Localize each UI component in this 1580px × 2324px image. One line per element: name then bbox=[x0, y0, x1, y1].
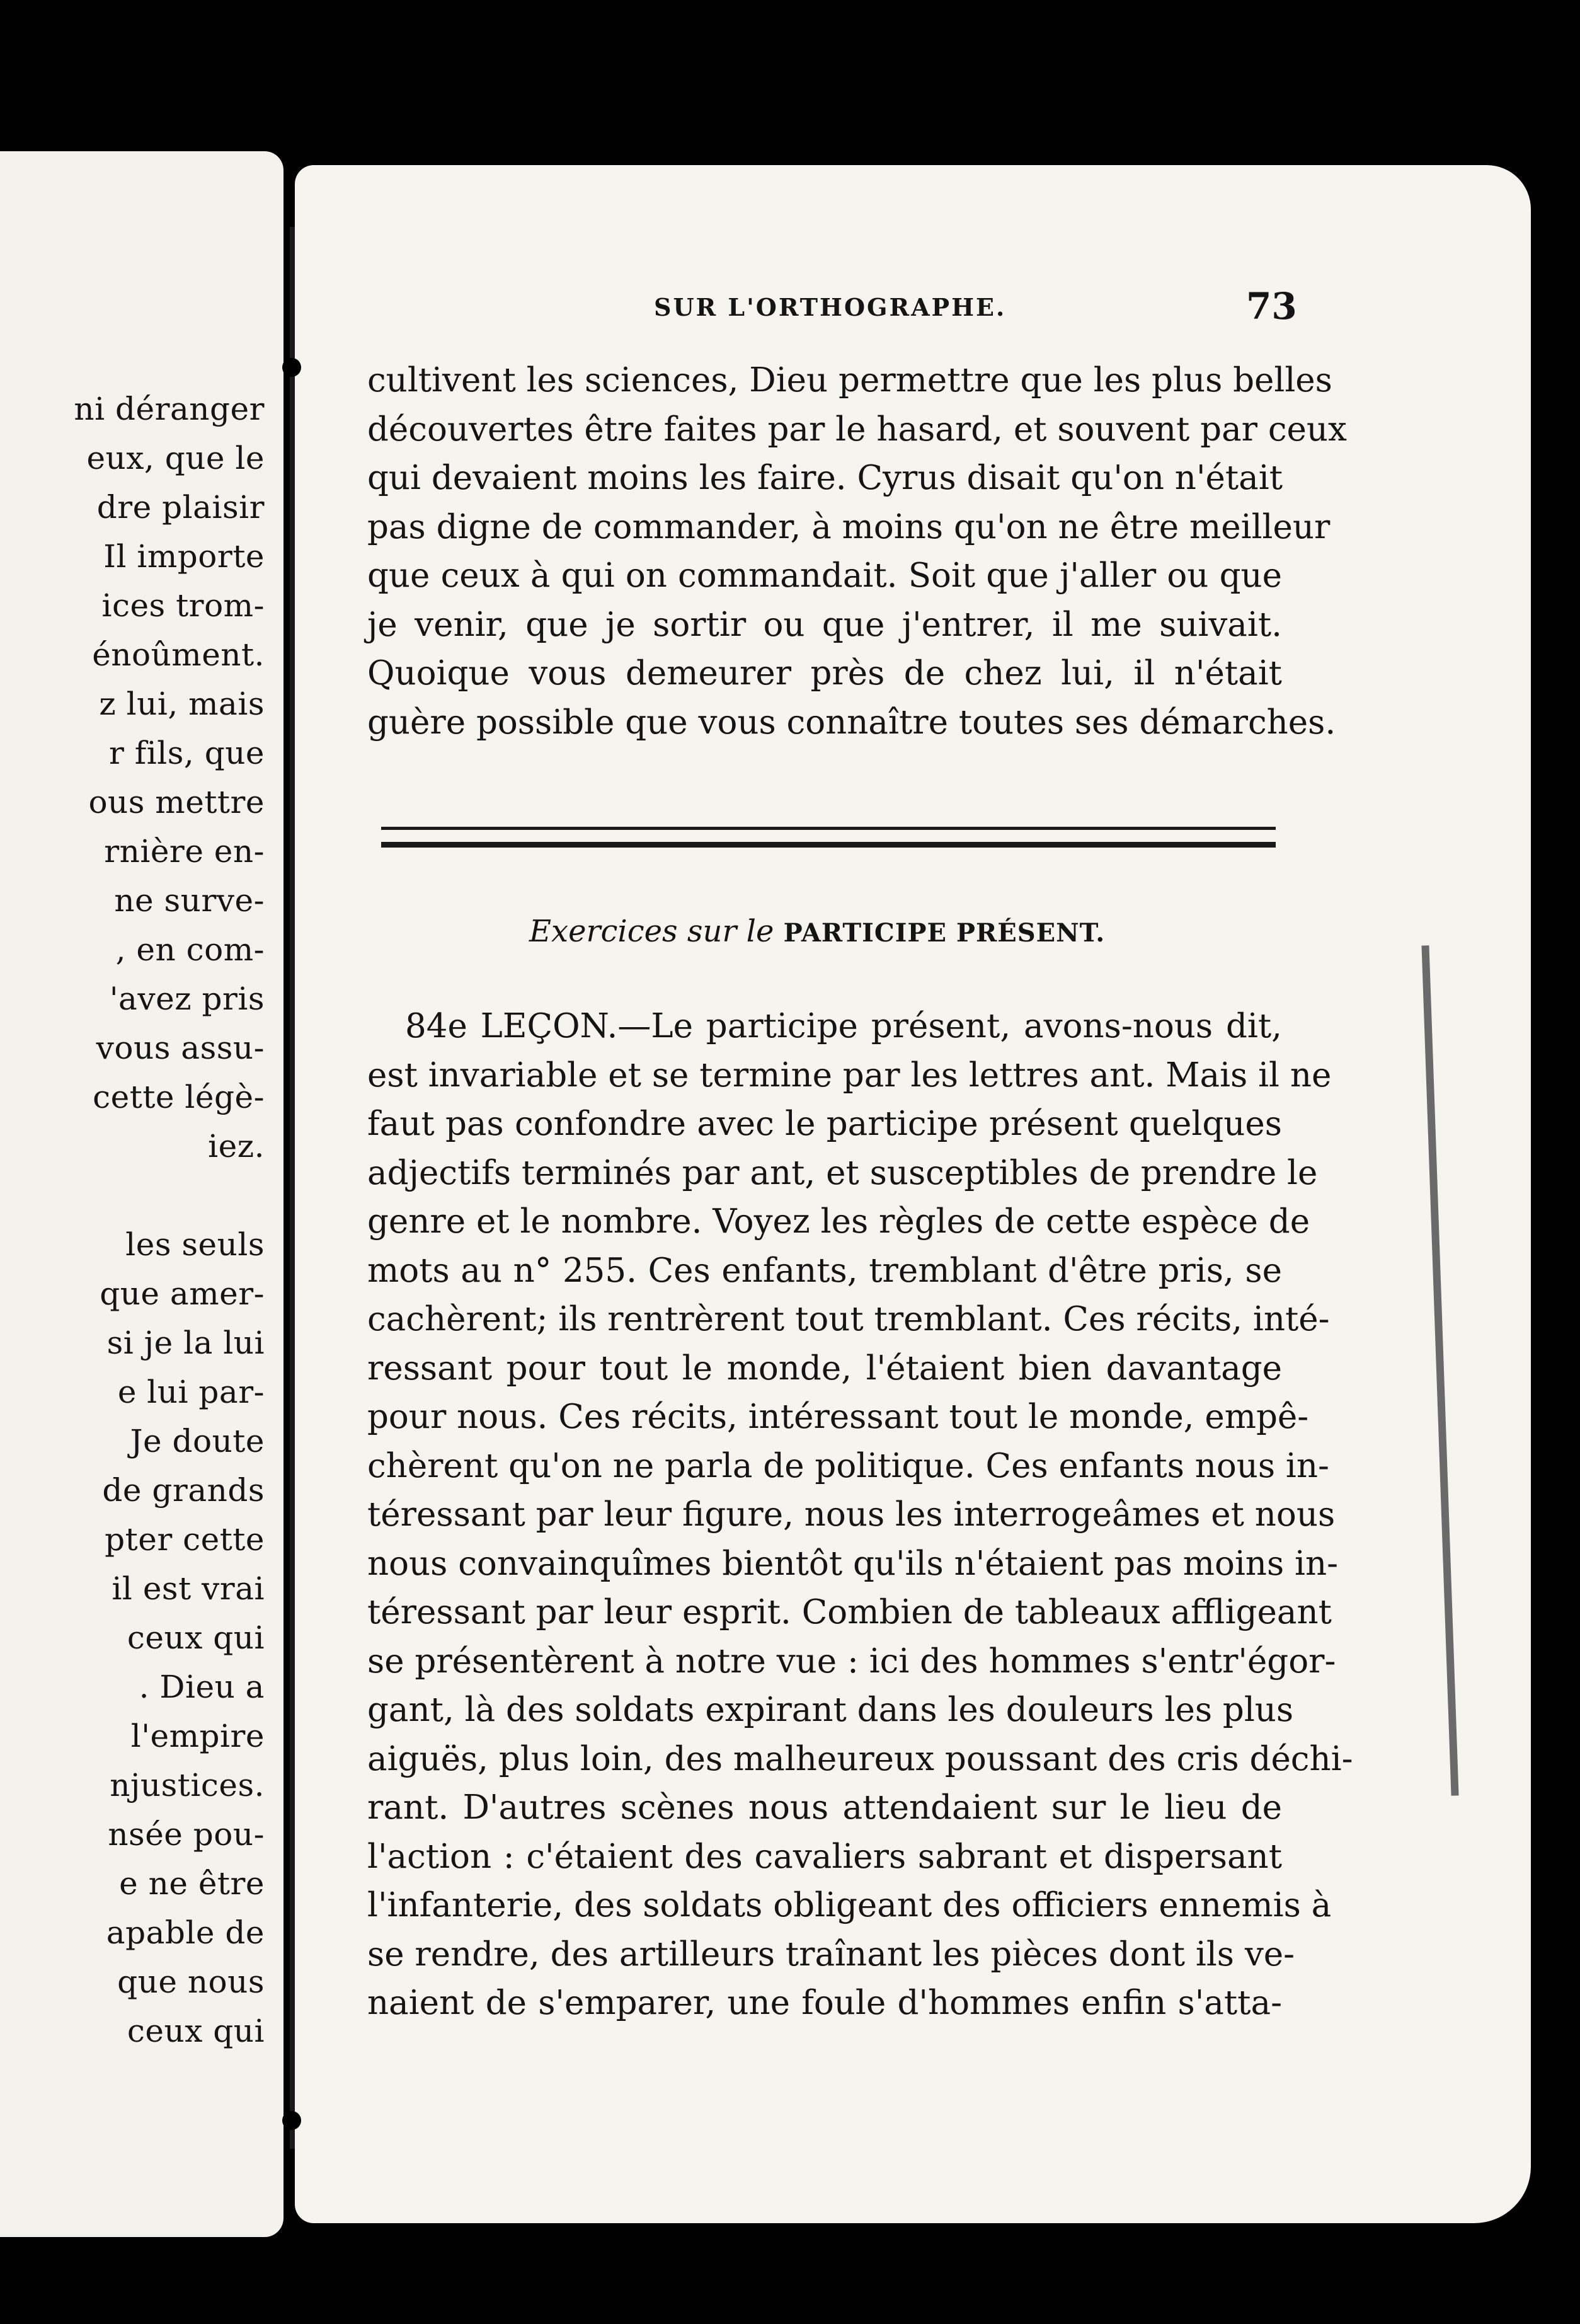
text-line: adjectifs terminés par ant, et susceptibles de prendre le bbox=[367, 1153, 1318, 1192]
left-line: rnière en- bbox=[104, 833, 265, 870]
text-line: découvertes être faites par le hasard, et souvent par ceux bbox=[367, 410, 1347, 449]
binding-spine bbox=[290, 227, 295, 2149]
left-line: . Dieu a bbox=[139, 1669, 265, 1705]
text-line: 84e LEÇON.—Le participe présent, avons-nous dit, bbox=[405, 1007, 1282, 1045]
left-line: njustices. bbox=[110, 1767, 265, 1803]
text-line: naient de s'emparer, une foule d'hommes enfin s'atta- bbox=[367, 1984, 1282, 2022]
text-line: chèrent qu'on ne parla de politique. Ces enfants nous in- bbox=[367, 1446, 1329, 1485]
text-line: téressant par leur esprit. Combien de tableaux affligeant bbox=[367, 1593, 1332, 1631]
binding-ring bbox=[282, 2111, 301, 2130]
section-divider-thin bbox=[381, 827, 1276, 830]
page-number: 73 bbox=[1246, 285, 1297, 328]
text-line: est invariable et se termine par les lettres ant. Mais il ne bbox=[367, 1056, 1332, 1095]
left-line: z lui, mais bbox=[99, 686, 265, 722]
text-line: nous convainquîmes bientôt qu'ils n'étaient pas moins in- bbox=[367, 1544, 1338, 1583]
text-line: téressant par leur figure, nous les interrogeâmes et nous bbox=[367, 1495, 1336, 1534]
left-line: Je doute bbox=[130, 1423, 265, 1459]
left-line: , en com- bbox=[115, 931, 265, 968]
text-line: je venir, que je sortir ou que j'entrer, il me suivait. bbox=[367, 605, 1282, 644]
text-line: faut pas confondre avec le participe présent quelques bbox=[367, 1105, 1282, 1143]
left-line: Il importe bbox=[103, 538, 265, 575]
left-line: e lui par- bbox=[117, 1374, 265, 1410]
text-line: pour nous. Ces récits, intéressant tout le monde, empê- bbox=[367, 1398, 1309, 1436]
left-line: iez. bbox=[208, 1128, 265, 1165]
text-line: ressant pour tout le monde, l'étaient bien davantage bbox=[367, 1349, 1282, 1388]
text-line: se présentèrent à notre vue : ici des hommes s'entr'égor- bbox=[367, 1642, 1336, 1681]
left-line: eux, que le bbox=[86, 440, 265, 476]
text-line: l'action : c'étaient des cavaliers sabrant et dispersant bbox=[367, 1837, 1282, 1876]
text-line: cultivent les sciences, Dieu permettre que les plus belles bbox=[367, 361, 1332, 400]
text-line: Quoique vous demeurer près de chez lui, il n'était bbox=[367, 654, 1282, 693]
left-line: que amer- bbox=[100, 1275, 265, 1312]
text-line: l'infanterie, des soldats obligeant des officiers ennemis à bbox=[367, 1886, 1332, 1924]
section-title-caps: PARTICIPE PRÉSENT. bbox=[783, 918, 1106, 948]
text-line: se rendre, des artilleurs traînant les pièces dont ils ve- bbox=[367, 1935, 1295, 1974]
left-line: ices trom- bbox=[101, 587, 265, 624]
text-line: que ceux à qui on commandait. Soit que j'aller ou que bbox=[367, 556, 1282, 595]
left-line: cette légè- bbox=[93, 1079, 265, 1115]
text-line: gant, là des soldats expirant dans les douleurs les plus bbox=[367, 1691, 1294, 1729]
text-line: aiguës, plus loin, des malheureux poussant des cris déchi- bbox=[367, 1739, 1353, 1778]
top-paragraph bbox=[367, 356, 1347, 747]
section-divider-thick bbox=[381, 842, 1276, 848]
left-page-text bbox=[0, 384, 265, 2056]
text-line: cachèrent; ils rentrèrent tout tremblant. Ces récits, inté- bbox=[367, 1300, 1330, 1338]
facing-page-left bbox=[0, 151, 283, 2237]
text-line: mots au n° 255. Ces enfants, tremblant d'être pris, se bbox=[367, 1251, 1282, 1290]
text-line: qui devaient moins les faire. Cyrus disait qu'on n'était bbox=[367, 459, 1283, 497]
left-line: dre plaisir bbox=[96, 489, 265, 526]
text-line: genre et le nombre. Voyez les règles de cette espèce de bbox=[367, 1202, 1310, 1241]
left-line: ni déranger bbox=[74, 391, 265, 427]
section-title-italic: Exercices sur le bbox=[529, 914, 774, 949]
left-line: apable de bbox=[106, 1914, 265, 1951]
left-line: nsée pou- bbox=[108, 1816, 265, 1853]
left-line: ceux qui bbox=[127, 1619, 265, 1656]
left-line bbox=[0, 1171, 265, 1220]
running-title: SUR L'ORTHOGRAPHE. bbox=[654, 293, 1007, 321]
text-line: rant. D'autres scènes nous attendaient sur le lieu de bbox=[367, 1788, 1282, 1827]
left-line: énoûment. bbox=[92, 636, 265, 673]
left-line: que nous bbox=[117, 1964, 265, 2000]
left-line: l'empire bbox=[130, 1718, 265, 1754]
section-title bbox=[529, 914, 1105, 949]
left-line: ceux qui bbox=[127, 2013, 265, 2049]
lesson-paragraph bbox=[367, 1002, 1353, 2028]
left-line: de grands bbox=[102, 1472, 265, 1509]
left-line: si je la lui bbox=[106, 1325, 265, 1361]
left-line: les seuls bbox=[125, 1226, 265, 1263]
left-line: pter cette bbox=[105, 1521, 265, 1558]
text-line: guère possible que vous connaître toutes ses démarches. bbox=[367, 703, 1336, 742]
binding-ring bbox=[282, 358, 301, 377]
text-line: pas digne de commander, à moins qu'on ne être meilleur bbox=[367, 507, 1331, 546]
left-line: il est vrai bbox=[112, 1570, 265, 1607]
left-line: ous mettre bbox=[88, 784, 265, 820]
left-line: ne surve- bbox=[114, 882, 265, 919]
left-line: r fils, que bbox=[108, 735, 265, 771]
left-line: 'avez pris bbox=[109, 981, 265, 1017]
left-line: e ne être bbox=[119, 1865, 265, 1902]
left-line: vous assu- bbox=[96, 1030, 265, 1066]
